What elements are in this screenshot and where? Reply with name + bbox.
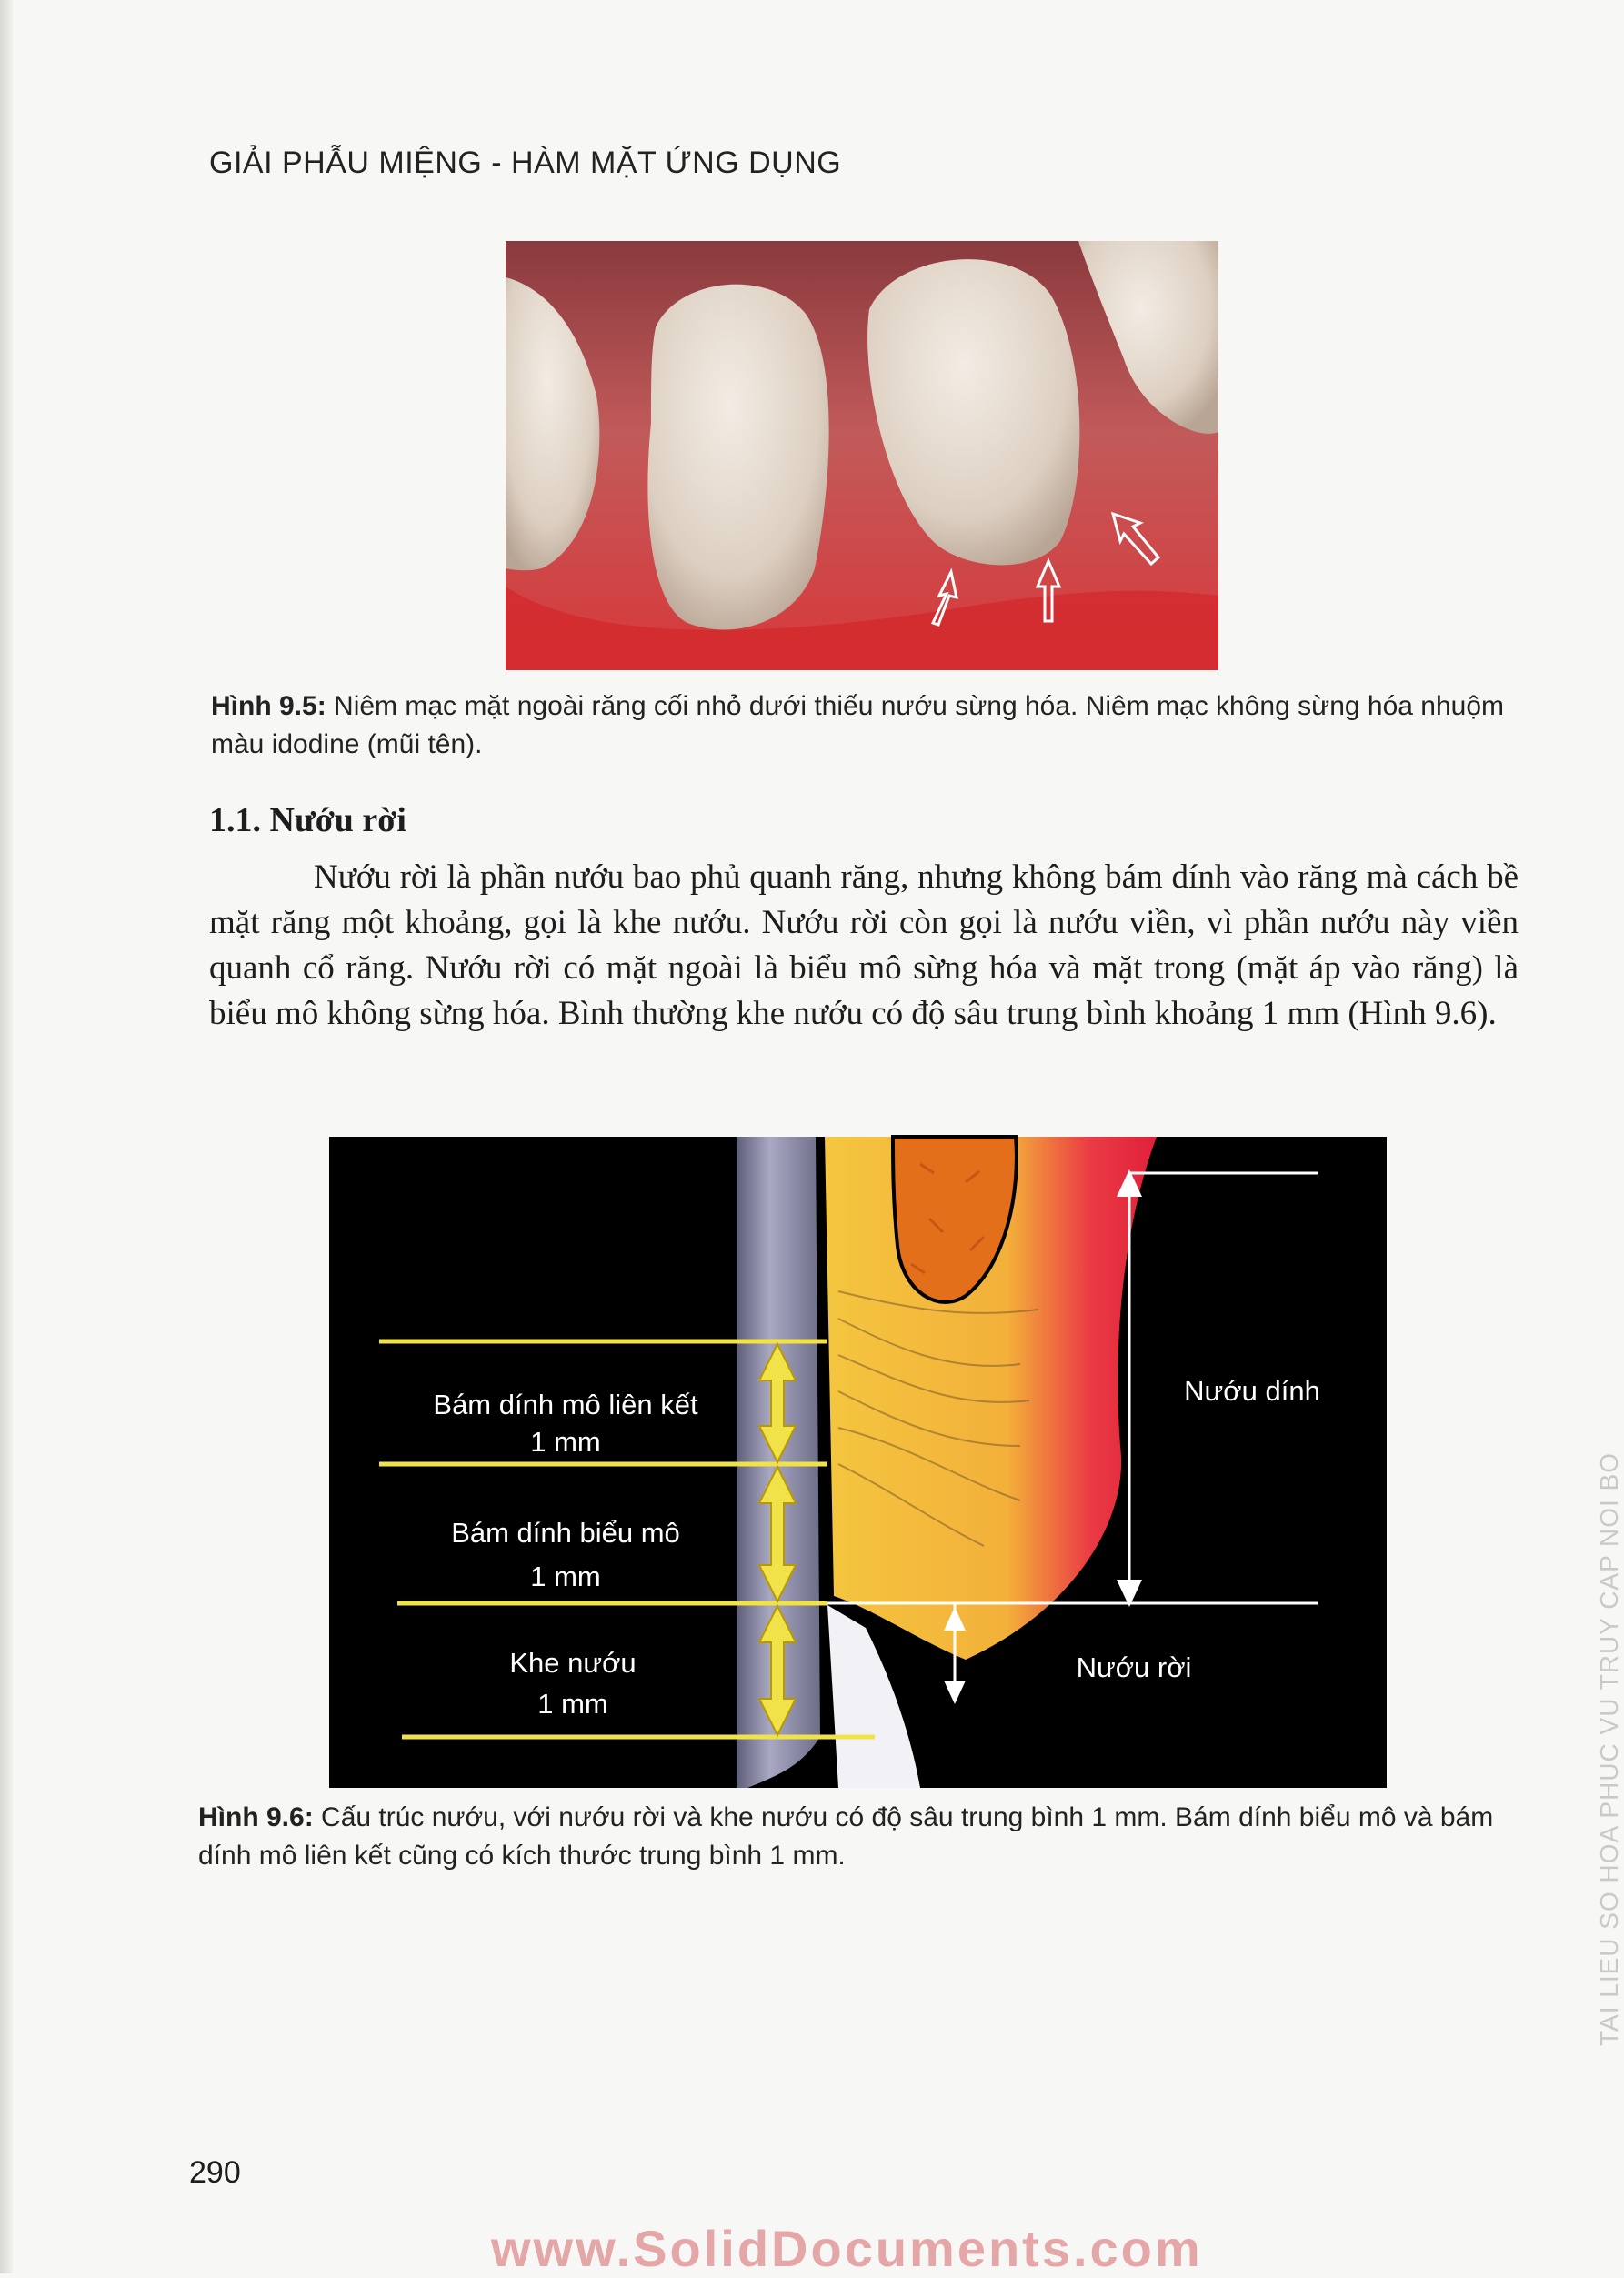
- label-epithelial-attachment-size: 1 mm: [530, 1560, 601, 1592]
- label-sulcus: Khe nướu: [509, 1647, 637, 1679]
- running-header: GIẢI PHẪU MIỆNG - HÀM MẶT ỨNG DỤNG: [209, 146, 842, 180]
- figure-9-6-diagram: [329, 1137, 1387, 1788]
- label-connective-attachment: Bám dính mô liên kết: [433, 1389, 698, 1420]
- footer-watermark: www.SolidDocuments.com: [491, 2220, 1203, 2277]
- side-watermark: TAI LIEU SO HOA PHUC VU TRUY CAP NOI BO: [1595, 1451, 1623, 2046]
- label-attached-gingiva: Nướu dính: [1184, 1375, 1320, 1407]
- label-sulcus-size: 1 mm: [537, 1688, 608, 1720]
- figure-9-6-caption-label: Hình 9.6:: [198, 1802, 314, 1832]
- body-paragraph: Nướu rời là phần nướu bao phủ quanh răng, nhưng không bám dính vào răng mà cách bề mặt răng một khoảng, gọi là khe nướu. Nướu rời còn gọi là nướu viền, vì phần nướu này viền quanh cổ răng. Nướu rời có mặt ngoài là biểu mô sừng hóa và mặt trong (mặt áp vào răng) là biểu mô không sừng hóa. Bình thường khe nướu có độ sâu trung bình khoảng 1 mm (Hình 9.6).: [209, 858, 1519, 1032]
- page-number: 290: [189, 2155, 241, 2190]
- figure-9-5-photo: [506, 241, 1218, 670]
- figure-9-6-caption: [198, 1799, 1521, 1875]
- figure-9-5-caption: [211, 687, 1520, 764]
- label-free-gingiva: Nướu rời: [1076, 1651, 1192, 1683]
- label-connective-attachment-size: 1 mm: [530, 1426, 601, 1458]
- figure-9-5-caption-label: Hình 9.5:: [211, 691, 326, 721]
- label-epithelial-attachment: Bám dính biểu mô: [451, 1517, 680, 1549]
- page-edge: [0, 0, 13, 2273]
- figure-9-6-caption-text: Cấu trúc nướu, với nướu rời và khe nướu có độ sâu trung bình 1 mm. Bám dính biểu mô và bám dính mô liên kết cũng có kích thước trung bình 1 mm.: [198, 1802, 1494, 1871]
- section-title: 1.1. Nướu rời: [209, 801, 406, 839]
- figure-9-5-caption-text: Niêm mạc mặt ngoài răng cối nhỏ dưới thiếu nướu sừng hóa. Niêm mạc không sừng hóa nhuộm màu idodine (mũi tên).: [211, 691, 1505, 759]
